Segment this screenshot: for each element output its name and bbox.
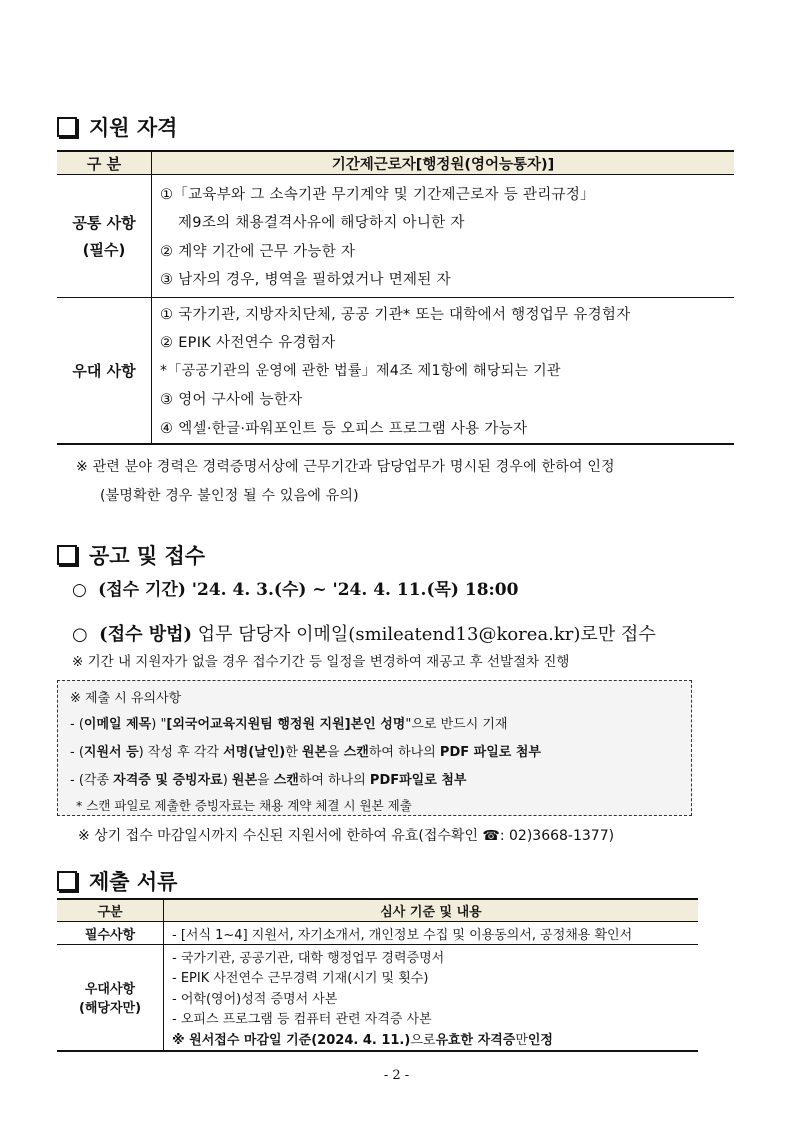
- checkbox-square-icon: [57, 545, 77, 565]
- table-header-row: [57, 151, 734, 175]
- pref-docs-label: 우대사항: [84, 982, 136, 998]
- career-note-sub: (불명확한 경우 불인정 될 수 있음에 유의): [100, 488, 359, 504]
- page-number: - 2 -: [383, 1068, 410, 1083]
- list-item: ② 계약 기간에 근무 가능한 자: [160, 243, 356, 260]
- submission-notice-box: [57, 680, 692, 816]
- box-line-certificates: - (각종 자격증 및 증빙자료) 원본을 스캔하여 하나의 PDF파일로 첨부: [70, 773, 467, 788]
- pref-docs-label-cell: [57, 945, 164, 1051]
- list-item: ③ 영어 구사에 능한자: [160, 392, 303, 409]
- pref-docs-sub-label: (해당자만): [78, 1001, 142, 1017]
- header-criteria: 심사 기준 및 내용: [164, 899, 699, 922]
- pref-label-cell: [57, 298, 152, 444]
- list-item: ③ 남자의 경우, 병역을 필하였거나 면제된 자: [160, 272, 451, 289]
- common-content-cell: [152, 175, 735, 298]
- box-footnote: * 스캔 파일로 제출한 증빙자료는 채용 계약 체결 시 원본 제출: [76, 798, 412, 813]
- period-note: ※ 기간 내 지원자가 없을 경우 접수기간 등 일정을 변경하여 재공고 후 선발절차 진행: [72, 654, 570, 670]
- required-text: - [서식 1~4] 지원서, 자기소개서, 개인정보 수집 및 이용동의서, 공정채용 확인서: [164, 922, 699, 945]
- checkbox-square-icon: [57, 871, 77, 891]
- eligibility-table: [57, 150, 734, 445]
- section-eligibility-title: 지원 자격: [57, 112, 177, 142]
- box-title: ※ 제출 시 유의사항: [70, 691, 182, 706]
- table-row-preferred: [57, 298, 734, 444]
- pref-label: 우대 사항: [72, 361, 136, 380]
- section-notice-title: 공고 및 접수: [57, 540, 205, 570]
- list-item: ④ 엑셀·한글·파워포인트 등 오피스 프로그램 사용 가능자: [160, 420, 528, 437]
- common-label-cell: [57, 175, 152, 298]
- list-item: ② EPIK 사전연수 유경험자: [160, 335, 336, 352]
- table-row-required: [57, 922, 698, 945]
- list-item: ①「교육부와 그 소속기관 무기계약 및 기간제근로자 등 관리규정」: [160, 186, 595, 203]
- common-sub-label: (필수): [82, 241, 126, 259]
- circle-bullet-icon: ○: [72, 624, 94, 645]
- period-label: (접수 기간): [98, 580, 186, 600]
- deadline-note: ※ 상기 접수 마감일시까지 수신된 지원서에 한하여 유효(접수확인 ☎: 02)3668-1377): [78, 828, 615, 844]
- list-item: 제9조의 채용결격사유에 해당하지 아니한 자: [178, 215, 465, 232]
- period-line: [72, 575, 518, 600]
- header-position: 기간제근로자[행정원(영어능통자)]: [152, 151, 735, 175]
- checkbox-square-icon: [57, 117, 77, 137]
- section-documents-title: 제출 서류: [57, 866, 177, 896]
- method-label: (접수 방법): [99, 624, 193, 645]
- list-item: - 국가기관, 공공기관, 대학 행정업무 경력증명서: [172, 950, 445, 966]
- list-item: - 어학(영어)성적 증명서 사본: [172, 991, 338, 1007]
- table-row-preferred-docs: [57, 945, 698, 1051]
- circle-bullet-icon: ○: [72, 580, 93, 600]
- footnote-item: *「공공기관의 운영에 관한 법률」제4조 제1항에 해당되는 기관: [160, 363, 561, 380]
- table-header-row: [57, 899, 698, 922]
- list-item: - EPIK 사전연수 근무경력 기재(시기 및 횟수): [172, 971, 429, 987]
- list-item: - 오피스 프로그램 등 컴퓨터 관련 자격증 사본: [172, 1012, 432, 1028]
- box-line-application: - (지원서 등) 작성 후 각각 서명(날인)한 원본을 스캔하여 하나의 PDF 파일로 첨부: [70, 745, 541, 760]
- documents-table: [57, 898, 698, 1052]
- pref-docs-content-cell: [164, 945, 699, 1051]
- common-label: 공통 사항: [72, 214, 136, 232]
- method-value: 업무 담당자 이메일(smileatend13@korea.kr)로만 접수: [197, 624, 656, 645]
- header-category: 구분: [57, 899, 164, 922]
- list-item: ① 국가기관, 지방자치단체, 공공 기관* 또는 대학에서 행정업무 유경험자: [160, 306, 631, 323]
- table-row-common: [57, 175, 734, 298]
- method-line: [72, 620, 656, 646]
- pref-content-cell: [152, 298, 735, 444]
- required-label: 필수사항: [57, 922, 164, 945]
- period-value: '24. 4. 3.(수) ~ '24. 4. 11.(목) 18:00: [191, 580, 519, 600]
- career-note: ※ 관련 분야 경력은 경력증명서상에 근무기간과 담당업무가 명시된 경우에 한하여 인정: [76, 459, 615, 475]
- box-line-email-subject: - (이메일 제목) "[외국어교육지원팀 행정원 지원]본인 성명"으로 반드시 기재: [70, 717, 508, 732]
- header-category: 구 분: [57, 151, 152, 175]
- validity-note: ※ 원서접수 마감일 기준(2024. 4. 11.) 으로 유효한 자격증 만 인정: [172, 1032, 553, 1048]
